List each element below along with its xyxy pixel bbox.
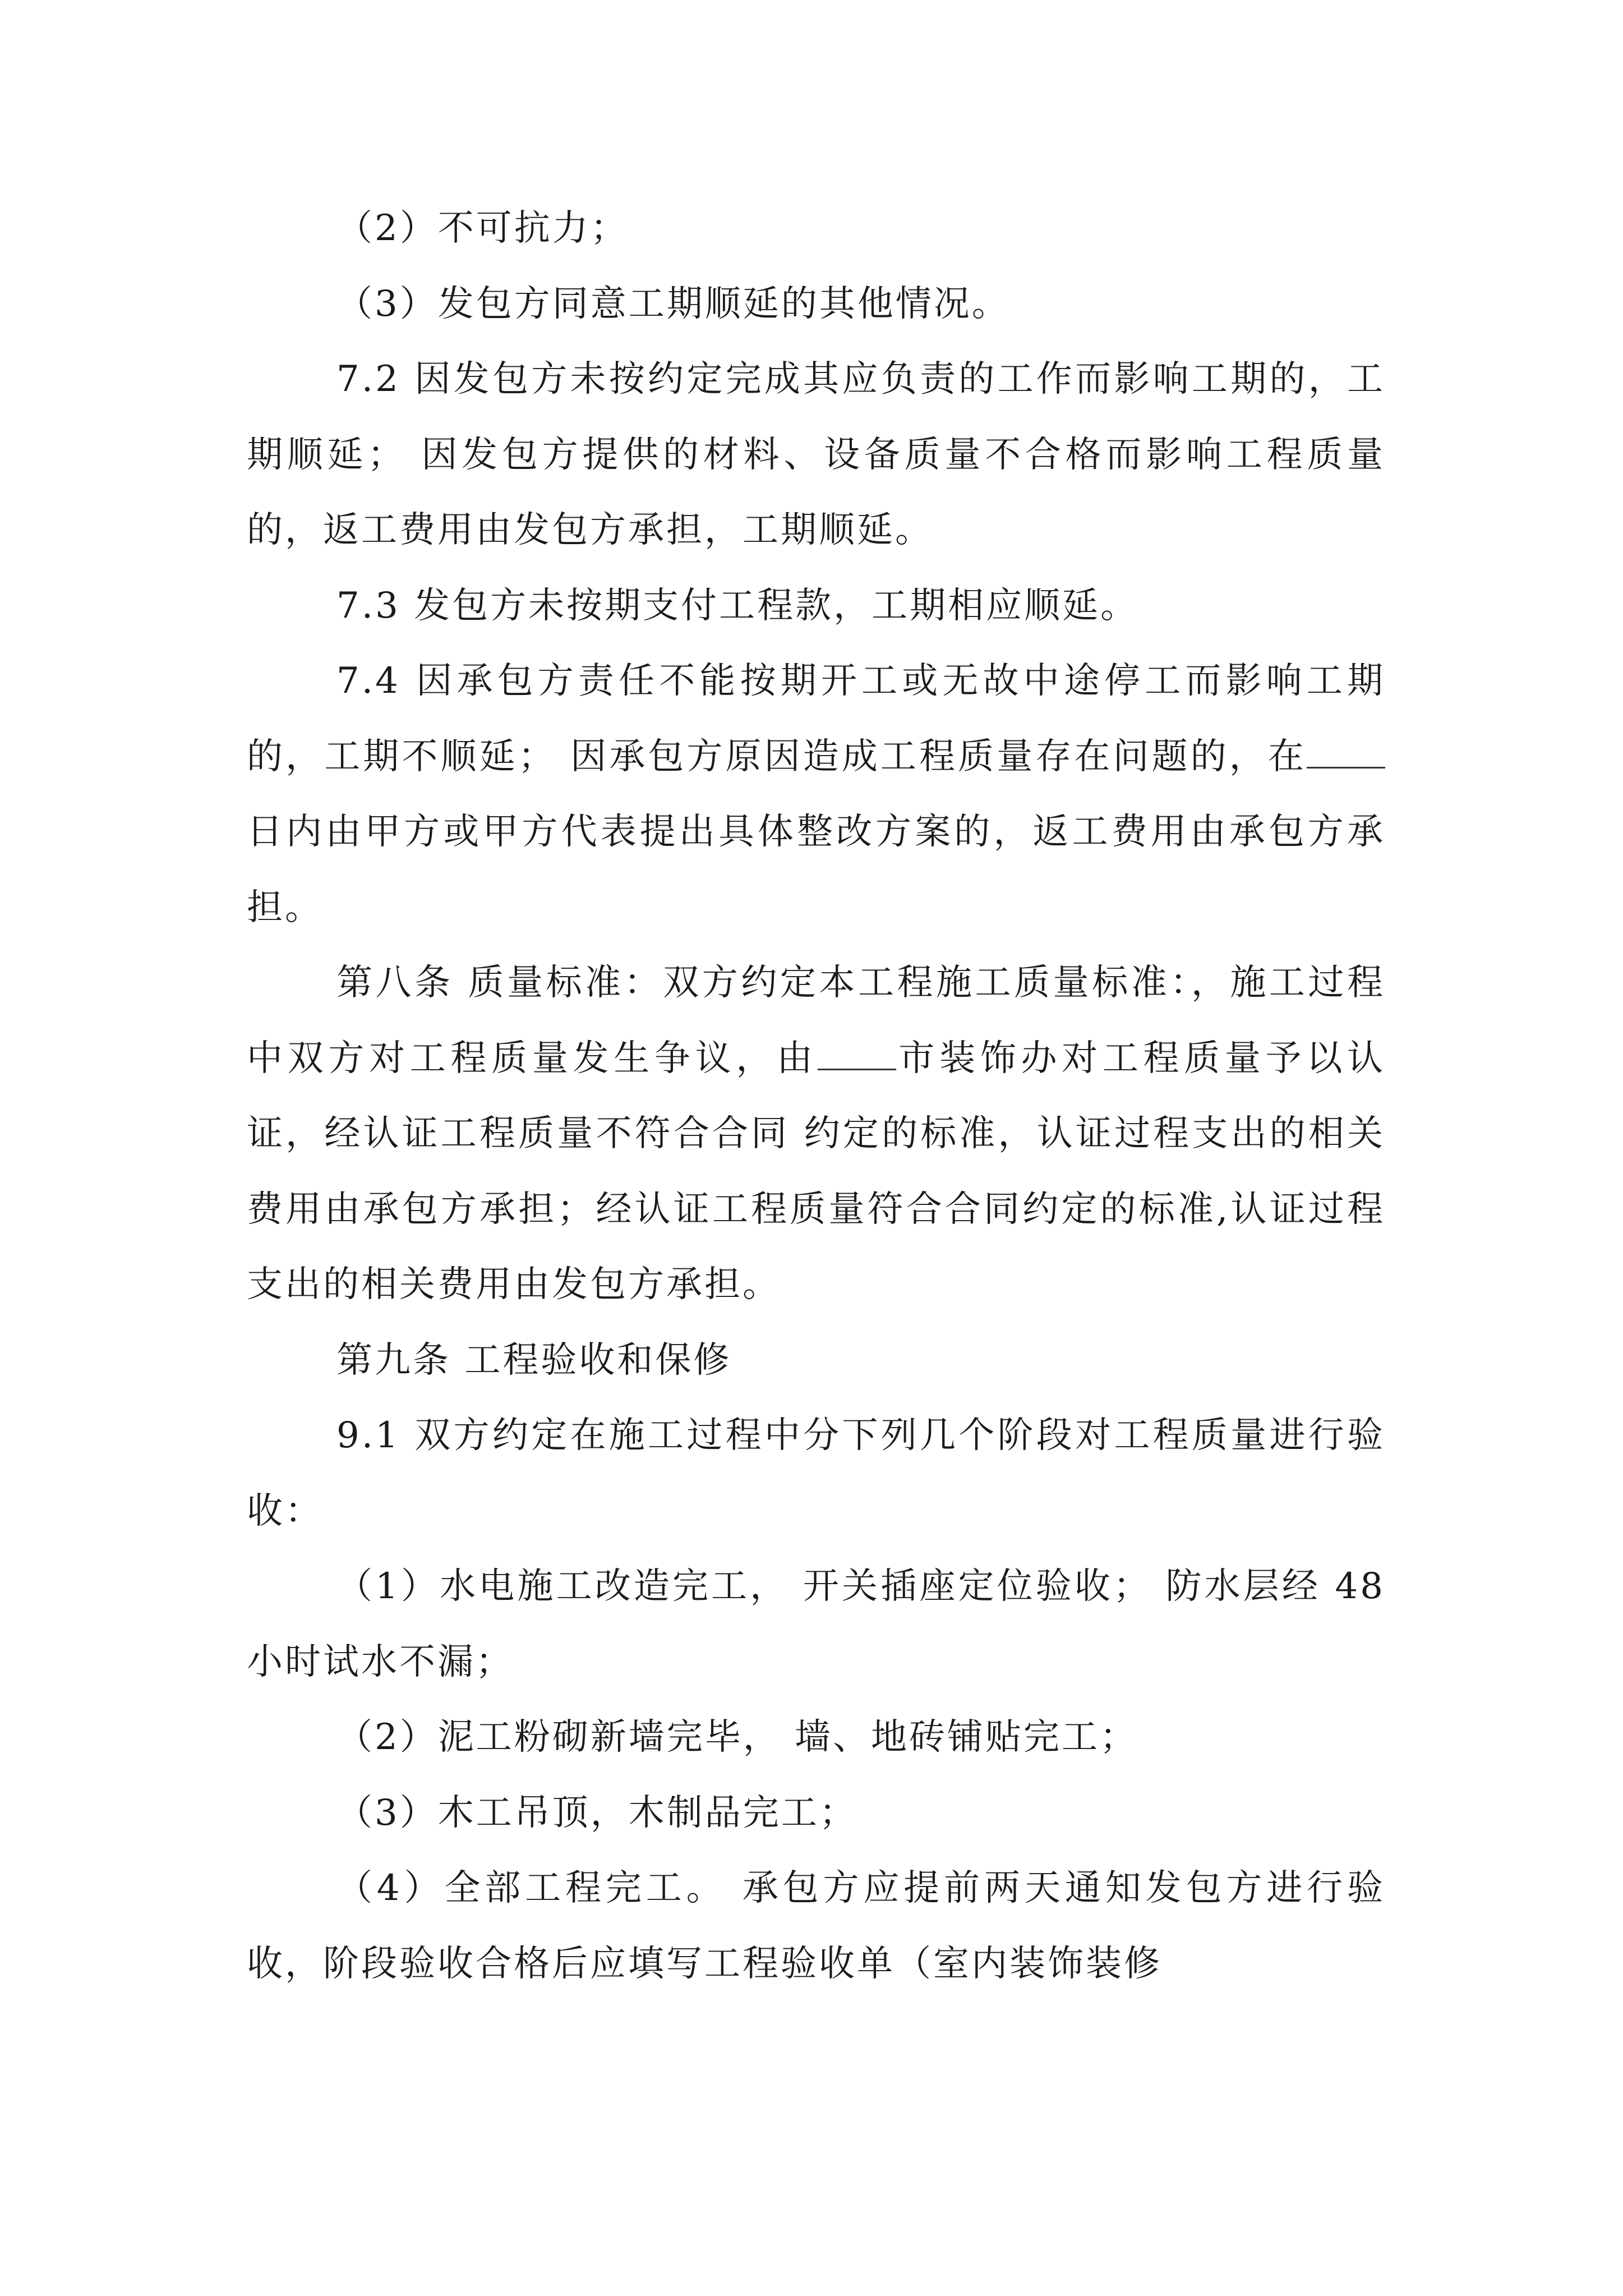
clause-7-4-part-1: 7.4 因承包方责任不能按期开工或无故中途停工而影响工期的，工期不顺延； 因承包方原因造成工程质量存在问题的，在: [247, 660, 1385, 777]
stage-2-item: （2）泥工粉砌新墙完毕， 墙、地砖铺贴完工；: [336, 1717, 1138, 1758]
clause-item-other-extension: （3）发包方同意工期顺延的其他情况。: [336, 283, 1010, 325]
clause-7-2: 7.2 因发包方未按约定完成其应负责的工作而影响工期的，工期顺延； 因发包方提供的材料、设备质量不合格而影响工程质量的，返工费用由发包方承担，工期顺延。: [247, 358, 1385, 551]
article-8-part-1: 第八条 质量标准：双方约定本工程施工质量标准：，施工过程中双方对工程质量发生争议，由: [247, 962, 1385, 1079]
clause-7-4: [247, 643, 1385, 945]
stage-3-item: （3）木工吊顶，木制品完工；: [336, 1792, 857, 1834]
fill-in-blank-city[interactable]: [818, 1035, 896, 1070]
article-8-quality-standard: [247, 945, 1385, 1323]
contract-text-body: [247, 191, 1385, 2001]
stage-4-item: （4）全部工程完工。 承包方应提前两天通知发包方进行验收，阶段验收合格后应填写工程验收单（室内装饰装修: [247, 1867, 1385, 1985]
stage-1-item: （1）水电施工改造完工， 开关插座定位验收； 防水层经 48 小时试水不漏；: [247, 1566, 1385, 1683]
fill-in-blank-days[interactable]: [1307, 733, 1385, 769]
clause-9-1: 9.1 双方约定在施工过程中分下列几个阶段对工程质量进行验收：: [247, 1415, 1385, 1532]
article-8-part-2: 市装饰办对工程质量予以认证，经认证工程质量不符合合同 约定的标准，认证过程支出的相关费用由承包方承担；经认证工程质量符合合同约定的标准,认证过程支出的相关费用由发包方承担。: [247, 1037, 1386, 1305]
clause-7-3: 7.3 发包方未按期支付工程款，工期相应顺延。: [336, 585, 1139, 627]
clause-item-force-majeure: （2）不可抗力；: [336, 208, 629, 249]
clause-7-4-part-2: 日内由甲方或甲方代表提出具体整改方案的，返工费用由承包方承担。: [247, 811, 1385, 928]
article-9-heading: 第九条 工程验收和保修: [336, 1339, 732, 1381]
